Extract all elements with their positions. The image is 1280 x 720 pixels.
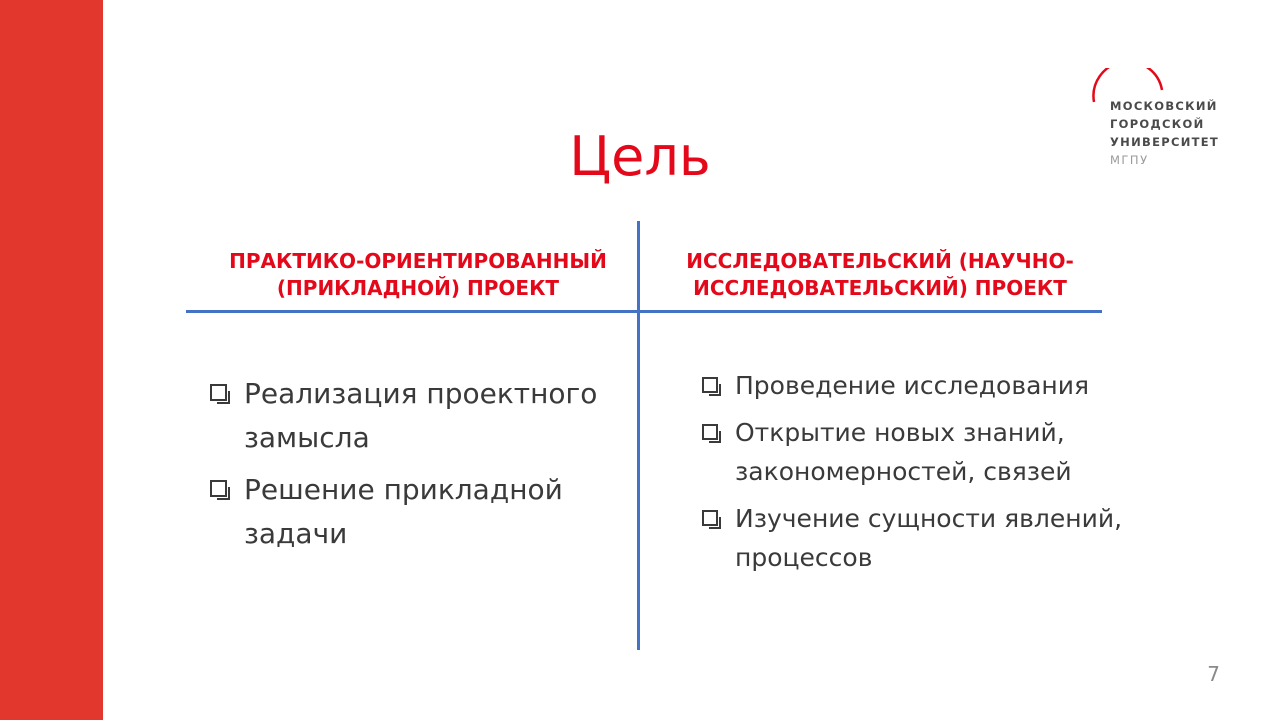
checkbox-bullet-icon (702, 377, 718, 393)
applied-goals-list (210, 372, 630, 564)
list-item (702, 366, 1142, 405)
column-heading-applied: ПРАКТИКО-ОРИЕНТИРОВАННЫЙ (ПРИКЛАДНОЙ) ПРОЕКТ (229, 249, 607, 300)
horizontal-divider (186, 310, 1102, 313)
list-item (702, 499, 1142, 577)
logo-line-1: МОСКОВСКИЙ (1110, 99, 1218, 113)
list-item-text: Реализация проектного замысла (244, 377, 598, 454)
list-item (702, 413, 1142, 491)
checkbox-bullet-icon (702, 424, 718, 440)
logo-line-3: УНИВЕРСИТЕТ (1110, 135, 1220, 149)
list-item (210, 372, 630, 460)
list-item-text: Изучение сущности явлений, процессов (735, 504, 1123, 572)
side-accent-bar (0, 0, 103, 720)
university-logo (1090, 68, 1240, 168)
column-heading-research: ИССЛЕДОВАТЕЛЬСКИЙ (НАУЧНО-ИССЛЕДОВАТЕЛЬСКИЙ) ПРОЕКТ (686, 249, 1074, 300)
list-item-text: Открытие новых знаний, закономерностей, связей (735, 418, 1072, 486)
checkbox-bullet-icon (702, 510, 718, 526)
logo-abbr: МГПУ (1110, 153, 1149, 167)
slide-title: Цель (569, 125, 711, 188)
checkbox-bullet-icon (210, 384, 227, 401)
research-goals-list (702, 366, 1142, 585)
checkbox-bullet-icon (210, 480, 227, 497)
list-item (210, 468, 630, 556)
list-item-text: Проведение исследования (735, 371, 1090, 400)
list-item-text: Решение прикладной задачи (244, 473, 563, 550)
page-number: 7 (1207, 662, 1220, 686)
logo-line-2: ГОРОДСКОЙ (1110, 117, 1205, 131)
